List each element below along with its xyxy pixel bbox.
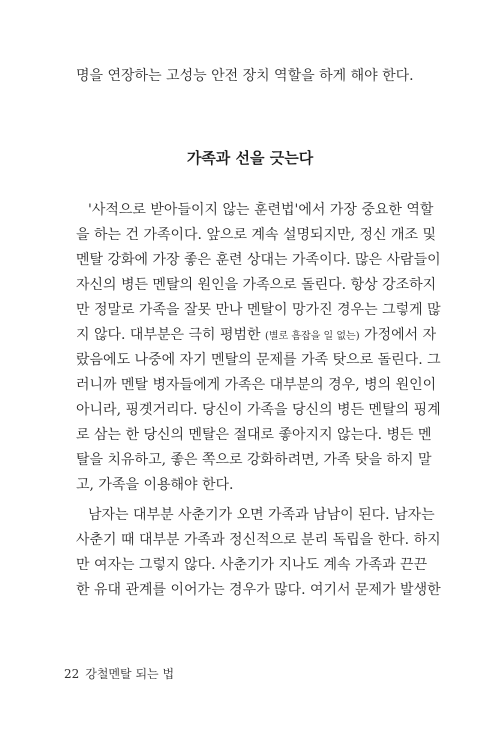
line-text: 지 않다. 대부분은 극히 평범한 <box>76 327 265 343</box>
paragraph-line: 랐음에도 나중에 자기 멘탈의 문제를 가족 탓으로 돌린다. 그 <box>76 352 441 368</box>
page-footer <box>64 666 174 682</box>
running-title: 강철멘탈 되는 법 <box>85 667 175 681</box>
paragraph-line: 사춘기 때 대부분 가족과 정신적으로 분리 독립을 한다. 하지 <box>76 532 441 548</box>
paragraph-line: 멘탈 강화에 가장 좋은 훈련 상대는 가족이다. 많은 사람들이 <box>76 252 441 268</box>
paragraph-line: 로 삼는 한 당신의 멘탈은 절대로 좋아지지 않는다. 병든 멘 <box>76 427 432 443</box>
page-number: 22 <box>64 667 80 681</box>
paragraph-line: '사적으로 받아들이지 않는 훈련법'에서 가장 중요한 역할 <box>88 202 434 218</box>
paragraph-line <box>76 325 437 347</box>
paragraph-line: 남자는 대부분 사춘기가 오면 가족과 남남이 된다. 남자는 <box>88 507 435 523</box>
paragraph-line: 고, 가족을 이용해야 한다. <box>76 477 234 493</box>
paragraph-line: 만 정말로 가족을 잘못 만나 멘탈이 망가진 경우는 그렇게 많 <box>76 302 441 318</box>
paragraph-line: 탈을 치유하고, 좋은 쪽으로 강화하려면, 가족 탓을 하지 말 <box>76 452 432 468</box>
paragraph-line: 러니까 멘탈 병자들에게 가족은 대부분의 경우, 병의 원인이 <box>76 377 437 393</box>
paragraph-line: 을 하는 건 가족이다. 앞으로 계속 설명되지만, 정신 개조 및 <box>76 227 437 243</box>
paragraph-line: 만 여자는 그렇지 않다. 사춘기가 지나도 계속 가족과 끈끈 <box>76 557 428 573</box>
line-text: 가정에서 자 <box>359 327 437 343</box>
section-heading: 가족과 선을 긋는다 <box>186 149 314 167</box>
paragraph-line: 한 유대 관계를 이어가는 경우가 많다. 여기서 문제가 발생한 <box>76 582 441 598</box>
top-line: 명을 연장하는 고성능 안전 장치 역할을 하게 해야 한다. <box>76 68 414 84</box>
parenthetical-note: (별로 흠잡을 일 없는) <box>265 331 360 342</box>
paragraph-line: 아니라, 핑곗거리다. 당신이 가족을 당신의 병든 멘탈의 핑계 <box>76 402 441 418</box>
paragraph-line: 자신의 병든 멘탈의 원인을 가족으로 돌린다. 항상 강조하지 <box>76 277 437 293</box>
